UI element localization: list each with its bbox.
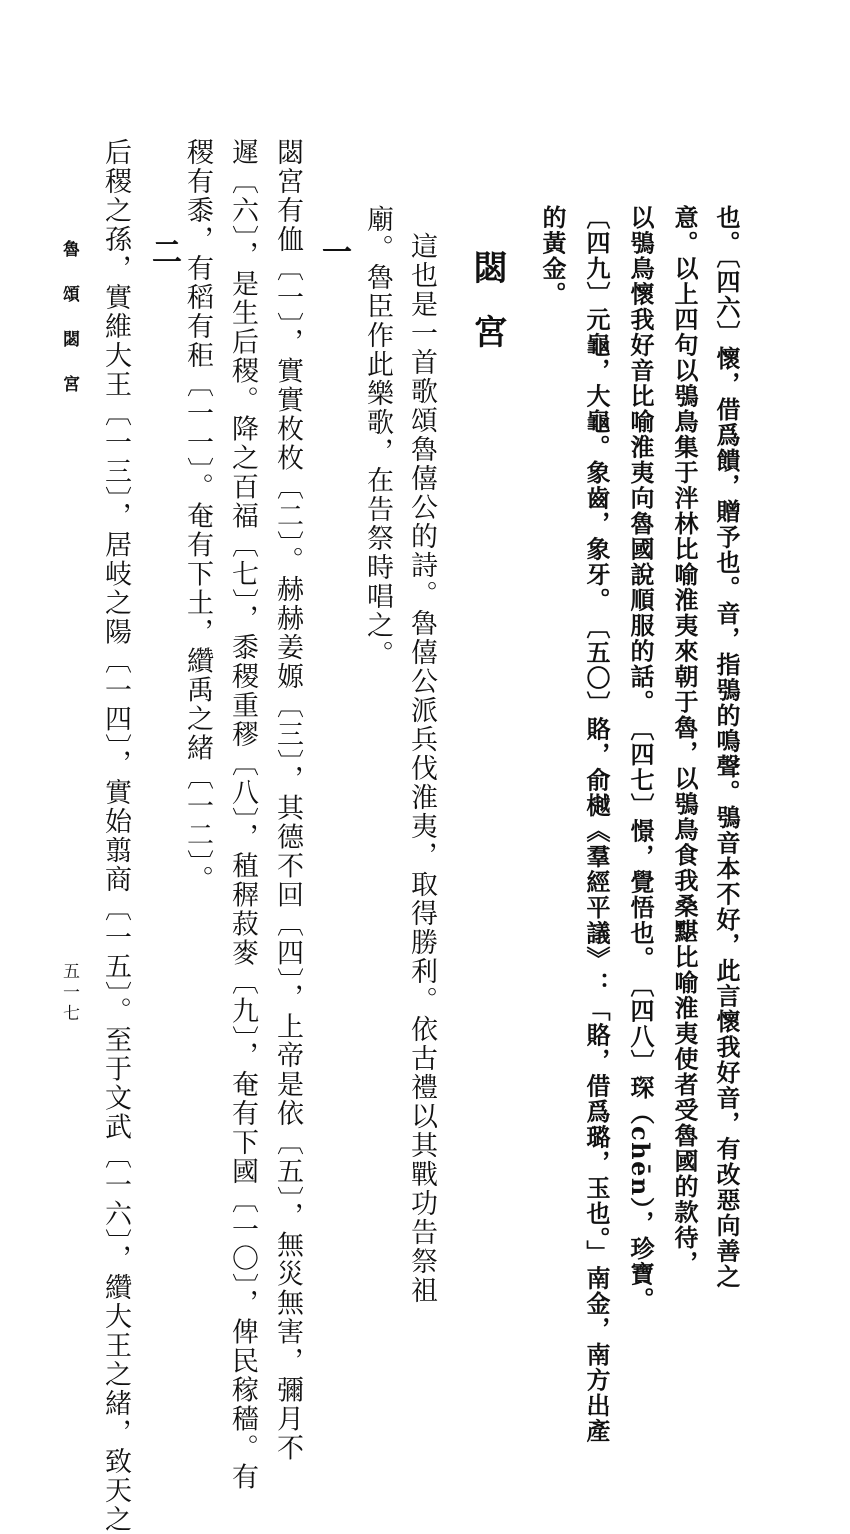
section-number-2: 二 — [146, 236, 181, 266]
intro-line-2: 廟。魯臣作此樂歌，在告祭時唱之。 — [362, 205, 393, 669]
section1-line-1: 閟宮有侐〔一〕，實實枚枚〔二〕。赫赫姜嫄〔三〕，其德不回〔四〕，上帝是依〔五〕，無災無害，彌月不 — [272, 138, 303, 1463]
section-number-1: 一 — [316, 236, 351, 266]
footnote-line-2: 意。以上四句以鴞鳥集于泮林比喻淮夷來朝于魯，以鴞鳥食我桑黮比喻淮夷使者受魯國的款待， — [670, 205, 699, 1276]
section2-line-1: 后稷之孫，實維大王〔一三〕，居岐之陽〔一四〕，實始翦商〔一五〕。至于文武〔一六〕，纘大王之緒，致天之 — [100, 138, 131, 1534]
section1-line-3: 稷有黍，有稻有秬〔一一〕。奄有下土，纘禹之緒〔一二〕。 — [182, 138, 213, 894]
footnote-line-1: 也。〔四六〕懷，借爲饋，贈予也。音，指鴞的鳴聲。鴞音本不好，此言懷我好音，有改惡向善之 — [712, 205, 741, 1290]
page-number: 五一七 — [59, 962, 79, 1025]
section1-line-2: 遲〔六〕，是生后稷。降之百福〔七〕，黍稷重穋〔八〕，稙稺菽麥〔九〕，奄有下國〔一〇〕，俾民稼穡。有 — [227, 138, 258, 1492]
running-head: 魯頌閟宮 — [59, 240, 79, 420]
poem-title: 閟宮 — [467, 250, 507, 378]
footnote-line-3: 以鴞鳥懷我好音比喻淮夷向魯國說順服的話。 〔四七〕憬，覺悟也。 〔四八〕琛（chēn），珍寶。 — [626, 205, 655, 1313]
footnote-line-4: 〔四九〕元龜，大龜。象齒，象牙。 〔五〇〕賂，俞樾《羣經平議》：「賂，借爲璐，玉也。」南金，南方出產 — [582, 205, 611, 1444]
intro-line-1: 這也是一首歌頌魯僖公的詩。魯僖公派兵伐淮夷，取得勝利。依古禮以其戰功告祭祖 — [406, 232, 437, 1305]
footnote-line-5: 的黃金。 — [538, 205, 567, 307]
